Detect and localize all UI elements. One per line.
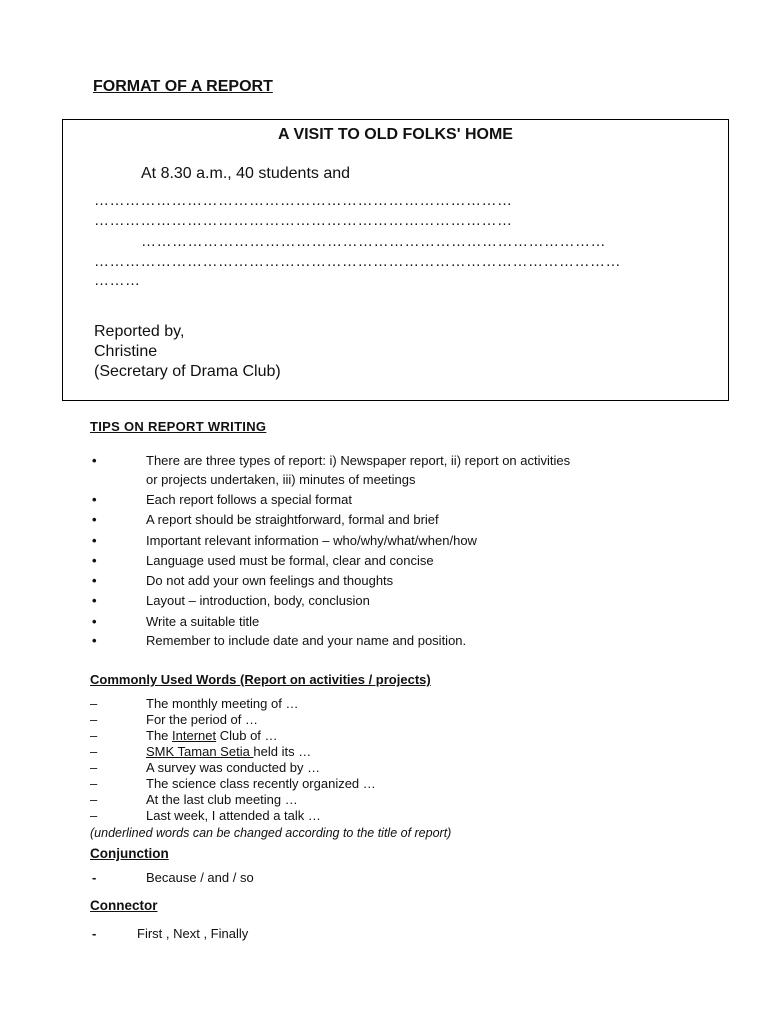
dotted-line-3: ……………………………………………………………………………… (141, 233, 606, 250)
tip-text: Layout – introduction, body, conclusion (146, 593, 370, 608)
dash-marker: - (92, 870, 97, 885)
bullet-icon: • (92, 533, 97, 548)
reporter-position: (Secretary of Drama Club) (94, 363, 281, 380)
tip-text: Important relevant information – who/why/what/when/how (146, 533, 477, 548)
bullet-icon: • (92, 593, 97, 608)
tip-text: A report should be straightforward, formal and brief (146, 512, 439, 527)
word-text: The monthly meeting of … (146, 696, 299, 711)
dash-marker: – (90, 776, 98, 791)
word-text: The science class recently organized … (146, 776, 376, 791)
dash-marker: – (90, 712, 98, 727)
tip-text: Remember to include date and your name and position. (146, 633, 467, 648)
bullet-icon: • (92, 492, 97, 507)
reported-by-label: Reported by, (94, 323, 185, 340)
dotted-line-4: ………………………………………………………………………………………… (94, 253, 621, 270)
dash-marker: - (92, 926, 97, 941)
common-words-heading: Commonly Used Words (Report on activities / projects) (90, 672, 431, 687)
word-text: At the last club meeting … (146, 792, 298, 807)
tip-text: There are three types of report: i) Newspaper report, ii) report on activities (146, 453, 571, 468)
reporter-name: Christine (94, 343, 158, 360)
dotted-line-2: ……………………………………………………………………… (94, 212, 513, 229)
dash-marker: – (90, 744, 98, 759)
underline-note: (underlined words can be changed according to the title of report) (90, 826, 452, 840)
bullet-icon: • (92, 633, 97, 648)
bullet-icon: • (92, 453, 97, 468)
word-text: SMK Taman Setia held its … (146, 744, 312, 759)
report-title: A VISIT TO OLD FOLKS' HOME (278, 126, 513, 143)
bullet-icon: • (92, 573, 97, 588)
dotted-line-1: ……………………………………………………………………… (94, 192, 513, 209)
dash-marker: – (90, 760, 98, 775)
dash-marker: – (90, 792, 98, 807)
format-heading: FORMAT OF A REPORT (93, 78, 273, 95)
connector-text: First , Next , Finally (137, 926, 249, 941)
word-text: For the period of … (146, 712, 258, 727)
tip-text: Write a suitable title (146, 614, 260, 629)
tip-text: Do not add your own feelings and thoughts (146, 573, 394, 588)
conjunction-heading: Conjunction (90, 846, 169, 861)
bullet-icon: • (92, 614, 97, 629)
tip-text: Each report follows a special format (146, 492, 352, 507)
word-text: The Internet Club of … (146, 728, 278, 743)
report-intro: At 8.30 a.m., 40 students and (141, 165, 351, 182)
dotted-line-5: ……… (94, 272, 141, 289)
dash-marker: – (90, 808, 98, 823)
tip-text: or projects undertaken, iii) minutes of meetings (146, 472, 416, 487)
bullet-icon: • (92, 512, 97, 527)
dash-marker: – (90, 728, 98, 743)
word-text: Last week, I attended a talk … (146, 808, 321, 823)
word-text: A survey was conducted by … (146, 760, 321, 775)
conjunction-text: Because / and / so (146, 870, 254, 885)
report-sample-box (62, 119, 729, 401)
tip-text: Language used must be formal, clear and concise (146, 553, 434, 568)
dash-marker: – (90, 696, 98, 711)
connector-heading: Connector (90, 898, 158, 913)
tips-heading: TIPS ON REPORT WRITING (90, 419, 267, 434)
bullet-icon: • (92, 553, 97, 568)
